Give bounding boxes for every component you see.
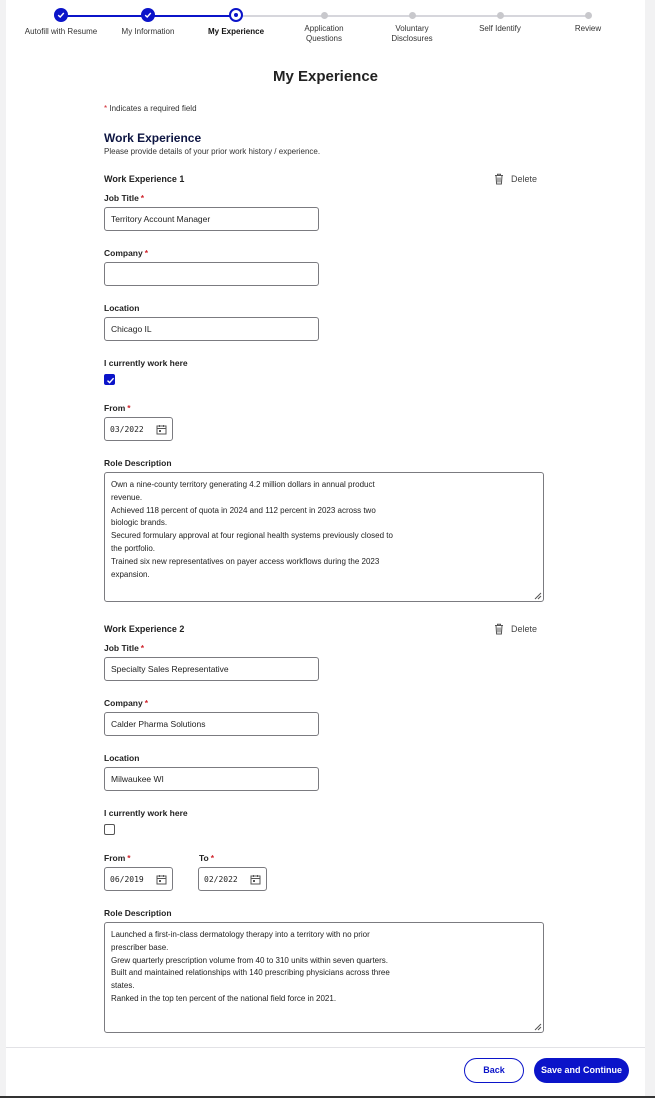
step-self-identify bbox=[450, 8, 550, 34]
check-icon bbox=[141, 8, 155, 22]
work-experience-2-heading: Work Experience 2 bbox=[104, 624, 185, 634]
calendar-icon[interactable] bbox=[156, 424, 167, 435]
required-note-text: Indicates a required field bbox=[109, 104, 197, 113]
current-step-icon bbox=[229, 8, 243, 22]
pending-step-icon bbox=[409, 12, 416, 19]
calendar-icon[interactable] bbox=[156, 874, 167, 885]
pending-step-icon bbox=[497, 12, 504, 19]
role-description-textarea-1[interactable]: Own a nine-county territory generating 4.2 million dollars in annual product revenue. Achieved 118 percent of quota in 2024 and 112 percent in 2023 across two biologic brands. Secured formulary approval at four regional health systems previously closed to the portfolio. Trained six new representatives on payer access workflows during the 2023 expansion. bbox=[104, 472, 544, 602]
step-label: My Information bbox=[121, 27, 175, 36]
back-button[interactable]: Back bbox=[464, 1058, 524, 1083]
currently-work-here-label: I currently work here bbox=[104, 808, 188, 818]
step-label: Application Questions bbox=[304, 24, 344, 43]
step-label: My Experience bbox=[207, 27, 265, 36]
from-date-input-1[interactable] bbox=[104, 417, 173, 441]
step-my-experience[interactable] bbox=[186, 8, 286, 37]
delete-label: Delete bbox=[511, 624, 538, 634]
check-icon bbox=[54, 8, 68, 22]
from-label: From * bbox=[104, 403, 131, 413]
calendar-icon[interactable] bbox=[250, 874, 261, 885]
location-label: Location bbox=[104, 753, 140, 763]
step-application-questions bbox=[274, 8, 374, 44]
application-page bbox=[6, 0, 645, 1098]
location-input-1[interactable] bbox=[104, 317, 319, 341]
trash-icon bbox=[494, 623, 504, 635]
currently-work-here-label: I currently work here bbox=[104, 358, 188, 368]
company-input-1[interactable] bbox=[104, 262, 319, 286]
footer-divider bbox=[6, 1047, 645, 1048]
delete-work-experience-1-button[interactable] bbox=[494, 173, 537, 185]
from-label: From * bbox=[104, 853, 131, 863]
step-review bbox=[538, 8, 638, 34]
step-label: Review bbox=[574, 24, 602, 33]
to-label: To * bbox=[199, 853, 215, 863]
pending-step-icon bbox=[585, 12, 592, 19]
from-date-input-2[interactable] bbox=[104, 867, 173, 891]
page-title: My Experience bbox=[272, 68, 379, 85]
step-my-information[interactable] bbox=[98, 8, 198, 37]
save-and-continue-button[interactable]: Save and Continue bbox=[534, 1058, 629, 1083]
currently-work-here-checkbox-2[interactable] bbox=[104, 824, 115, 835]
company-label: Company * bbox=[104, 698, 149, 708]
delete-work-experience-2-button[interactable] bbox=[494, 623, 537, 635]
job-title-label: Job Title * bbox=[104, 193, 145, 203]
role-description-label: Role Description bbox=[104, 458, 172, 468]
pending-step-icon bbox=[321, 12, 328, 19]
required-field-note bbox=[104, 104, 197, 113]
step-label: Autofill with Resume bbox=[24, 27, 98, 36]
step-autofill-with-resume[interactable] bbox=[11, 8, 111, 37]
section-subtitle: Please provide details of your prior work history / experience. bbox=[104, 147, 321, 156]
section-title: Work Experience bbox=[104, 131, 202, 145]
job-title-input-1[interactable] bbox=[104, 207, 319, 231]
step-label: Voluntary Disclosures bbox=[391, 24, 433, 43]
role-description-label: Role Description bbox=[104, 908, 172, 918]
job-title-label: Job Title * bbox=[104, 643, 145, 653]
from-date-value: 03/2022 bbox=[110, 424, 144, 434]
progress-stepper bbox=[6, 0, 645, 60]
currently-work-here-checkbox-1[interactable] bbox=[104, 374, 115, 385]
trash-icon bbox=[494, 173, 504, 185]
step-label: Self Identify bbox=[479, 24, 521, 33]
company-input-2[interactable] bbox=[104, 712, 319, 736]
role-description-textarea-2[interactable]: Launched a first-in-class dermatology therapy into a territory with no prior prescriber base. Grew quarterly prescription volume from 40 to 310 units within seven quarters. Built and maintained relationships with 140 prescribing physicians across three states. Ranked in the top ten percent of the national field force in 2021. bbox=[104, 922, 544, 1033]
company-label: Company * bbox=[104, 248, 149, 258]
required-marker: * bbox=[104, 104, 108, 113]
delete-label: Delete bbox=[511, 174, 538, 184]
location-label: Location bbox=[104, 303, 140, 313]
from-date-value: 06/2019 bbox=[110, 874, 144, 884]
job-title-input-2[interactable] bbox=[104, 657, 319, 681]
step-voluntary-disclosures bbox=[362, 8, 462, 44]
checkmark-icon bbox=[106, 376, 115, 385]
location-input-2[interactable] bbox=[104, 767, 319, 791]
to-date-value: 02/2022 bbox=[204, 874, 238, 884]
to-date-input-2[interactable] bbox=[198, 867, 267, 891]
work-experience-1-heading: Work Experience 1 bbox=[104, 174, 185, 184]
resize-handle-icon[interactable] bbox=[533, 591, 542, 600]
resize-handle-icon[interactable] bbox=[533, 1022, 542, 1031]
